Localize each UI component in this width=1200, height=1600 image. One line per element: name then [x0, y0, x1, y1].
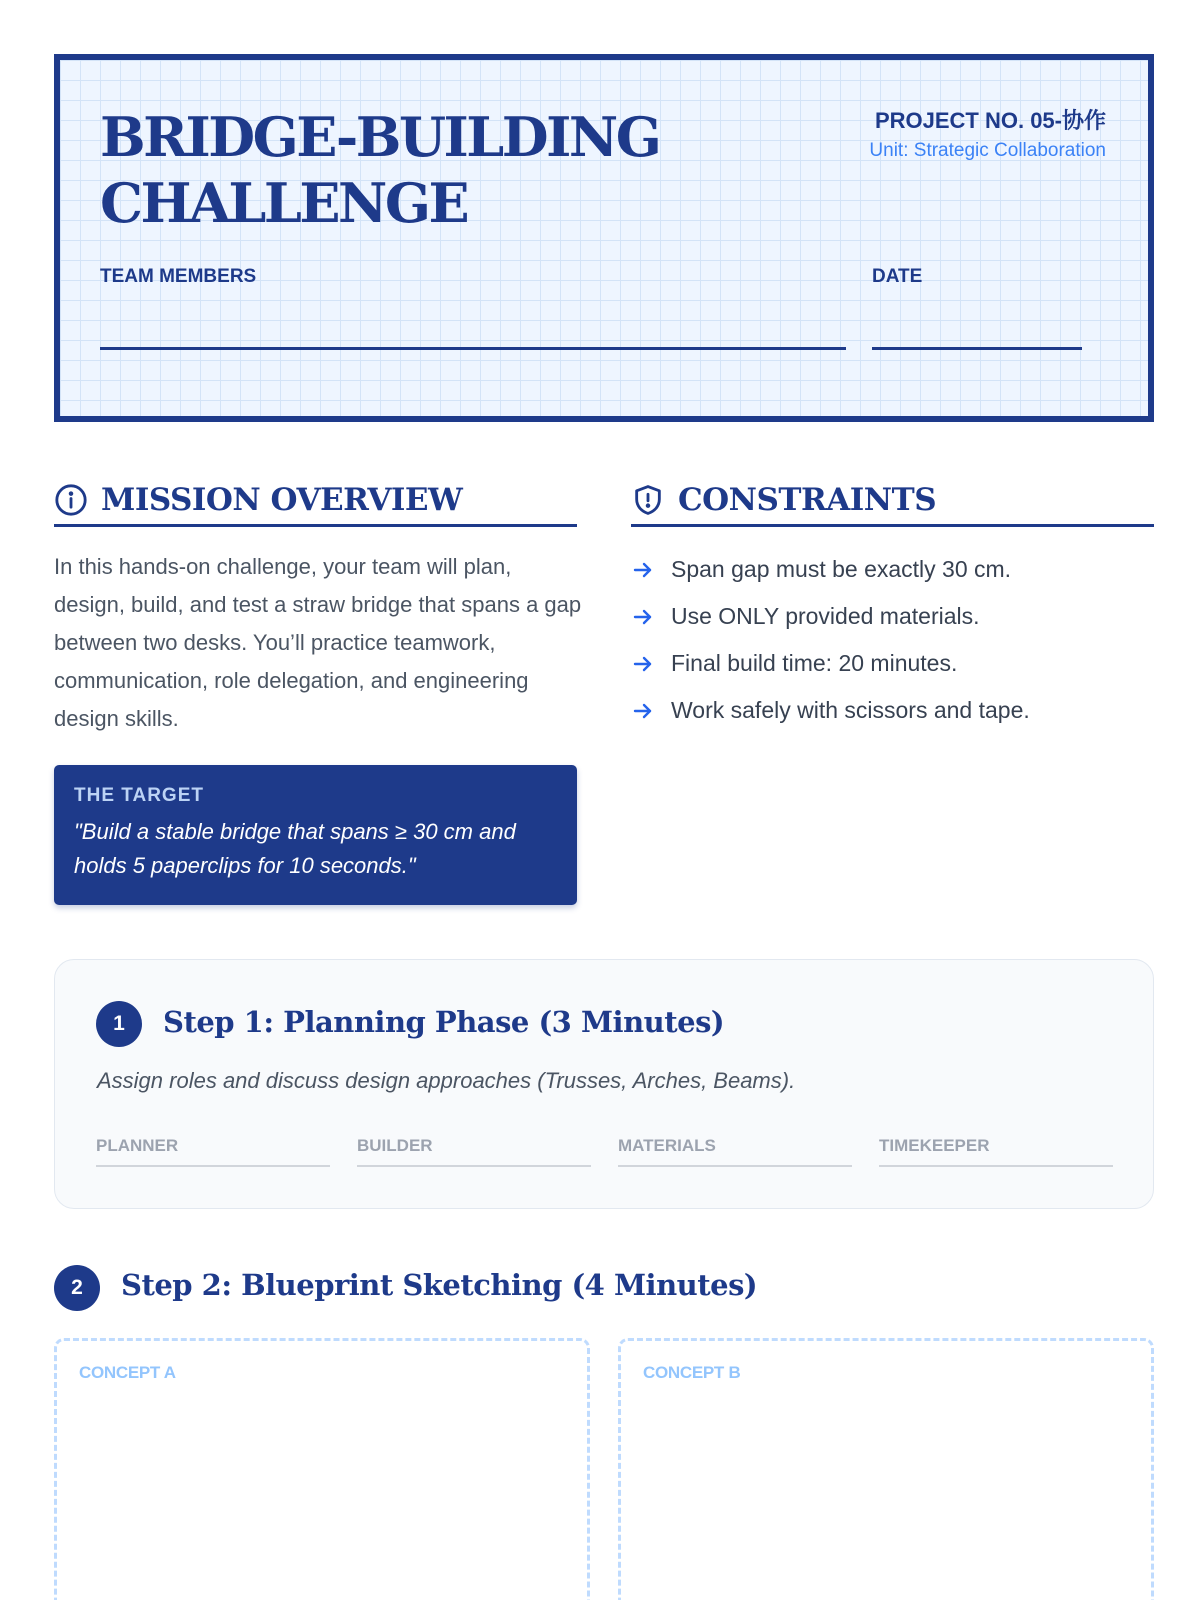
constraint-text: Span gap must be exactly 30 cm. [671, 556, 1012, 582]
mission-overview-text: In this hands-on challenge, your team will plan, design, build, and test a straw bridge that spans a gap between two desks. You’ll practice teamwork, communication, role delegation, and engineering design skills. [54, 554, 582, 731]
team-members-field[interactable] [100, 347, 846, 350]
project-number: PROJECT NO. 05-协作 [874, 108, 1106, 133]
target-label: THE TARGET [74, 785, 204, 806]
target-callout [54, 765, 577, 905]
mission-overview-title: MISSION OVERVIEW [101, 482, 463, 518]
target-quote: "Build a stable bridge that spans ≥ 30 cm and holds 5 paperclips for 10 seconds." [74, 819, 516, 878]
concept-b-sketch-area[interactable] [618, 1338, 1154, 1600]
constraint-item [631, 687, 1151, 734]
role-field-timekeeper[interactable] [879, 1136, 1113, 1167]
title-line-1: BRIDGE-BUILDING [100, 105, 660, 169]
header-card [54, 54, 1154, 422]
worksheet-title [100, 104, 659, 236]
date-field[interactable] [872, 347, 1082, 350]
constraints-heading [631, 479, 1154, 527]
arrow-right-icon [631, 605, 655, 629]
role-label: TIMEKEEPER [879, 1136, 990, 1155]
constraint-text: Final build time: 20 minutes. [671, 650, 958, 676]
concept-label: CONCEPT A [79, 1363, 176, 1382]
role-field-builder[interactable] [357, 1136, 591, 1167]
date-label: DATE [872, 266, 923, 287]
project-info [866, 104, 1106, 164]
role-label: BUILDER [357, 1136, 433, 1155]
arrow-right-icon [631, 699, 655, 723]
role-field-planner[interactable] [96, 1136, 330, 1167]
mission-overview-heading [54, 479, 577, 527]
step1-number-badge: 1 [96, 1001, 142, 1047]
role-label: MATERIALS [618, 1136, 716, 1155]
constraint-text: Use ONLY provided materials. [671, 603, 980, 629]
constraints-list [631, 546, 1151, 734]
concept-label: CONCEPT B [643, 1363, 741, 1382]
constraint-item [631, 640, 1151, 687]
info-circle-icon [54, 483, 88, 517]
step1-card [54, 959, 1154, 1209]
step2-title: Step 2: Blueprint Sketching (4 Minutes) [121, 1268, 758, 1302]
arrow-right-icon [631, 558, 655, 582]
step2-number-badge: 2 [54, 1265, 100, 1311]
title-line-2: CHALLENGE [100, 171, 468, 235]
role-field-materials[interactable] [618, 1136, 852, 1167]
constraints-title: CONSTRAINTS [678, 482, 937, 518]
shield-alert-icon [631, 483, 665, 517]
step1-title: Step 1: Planning Phase (3 Minutes) [163, 1005, 725, 1039]
team-members-label: TEAM MEMBERS [100, 266, 257, 287]
constraint-text: Work safely with scissors and tape. [671, 697, 1030, 723]
constraint-item [631, 593, 1151, 640]
step1-description: Assign roles and discuss design approaches (Trusses, Arches, Beams). [97, 1068, 796, 1093]
role-label: PLANNER [96, 1136, 179, 1155]
project-unit: Unit: Strategic Collaboration [869, 140, 1106, 161]
concept-a-sketch-area[interactable] [54, 1338, 590, 1600]
arrow-right-icon [631, 652, 655, 676]
constraint-item [631, 546, 1151, 593]
